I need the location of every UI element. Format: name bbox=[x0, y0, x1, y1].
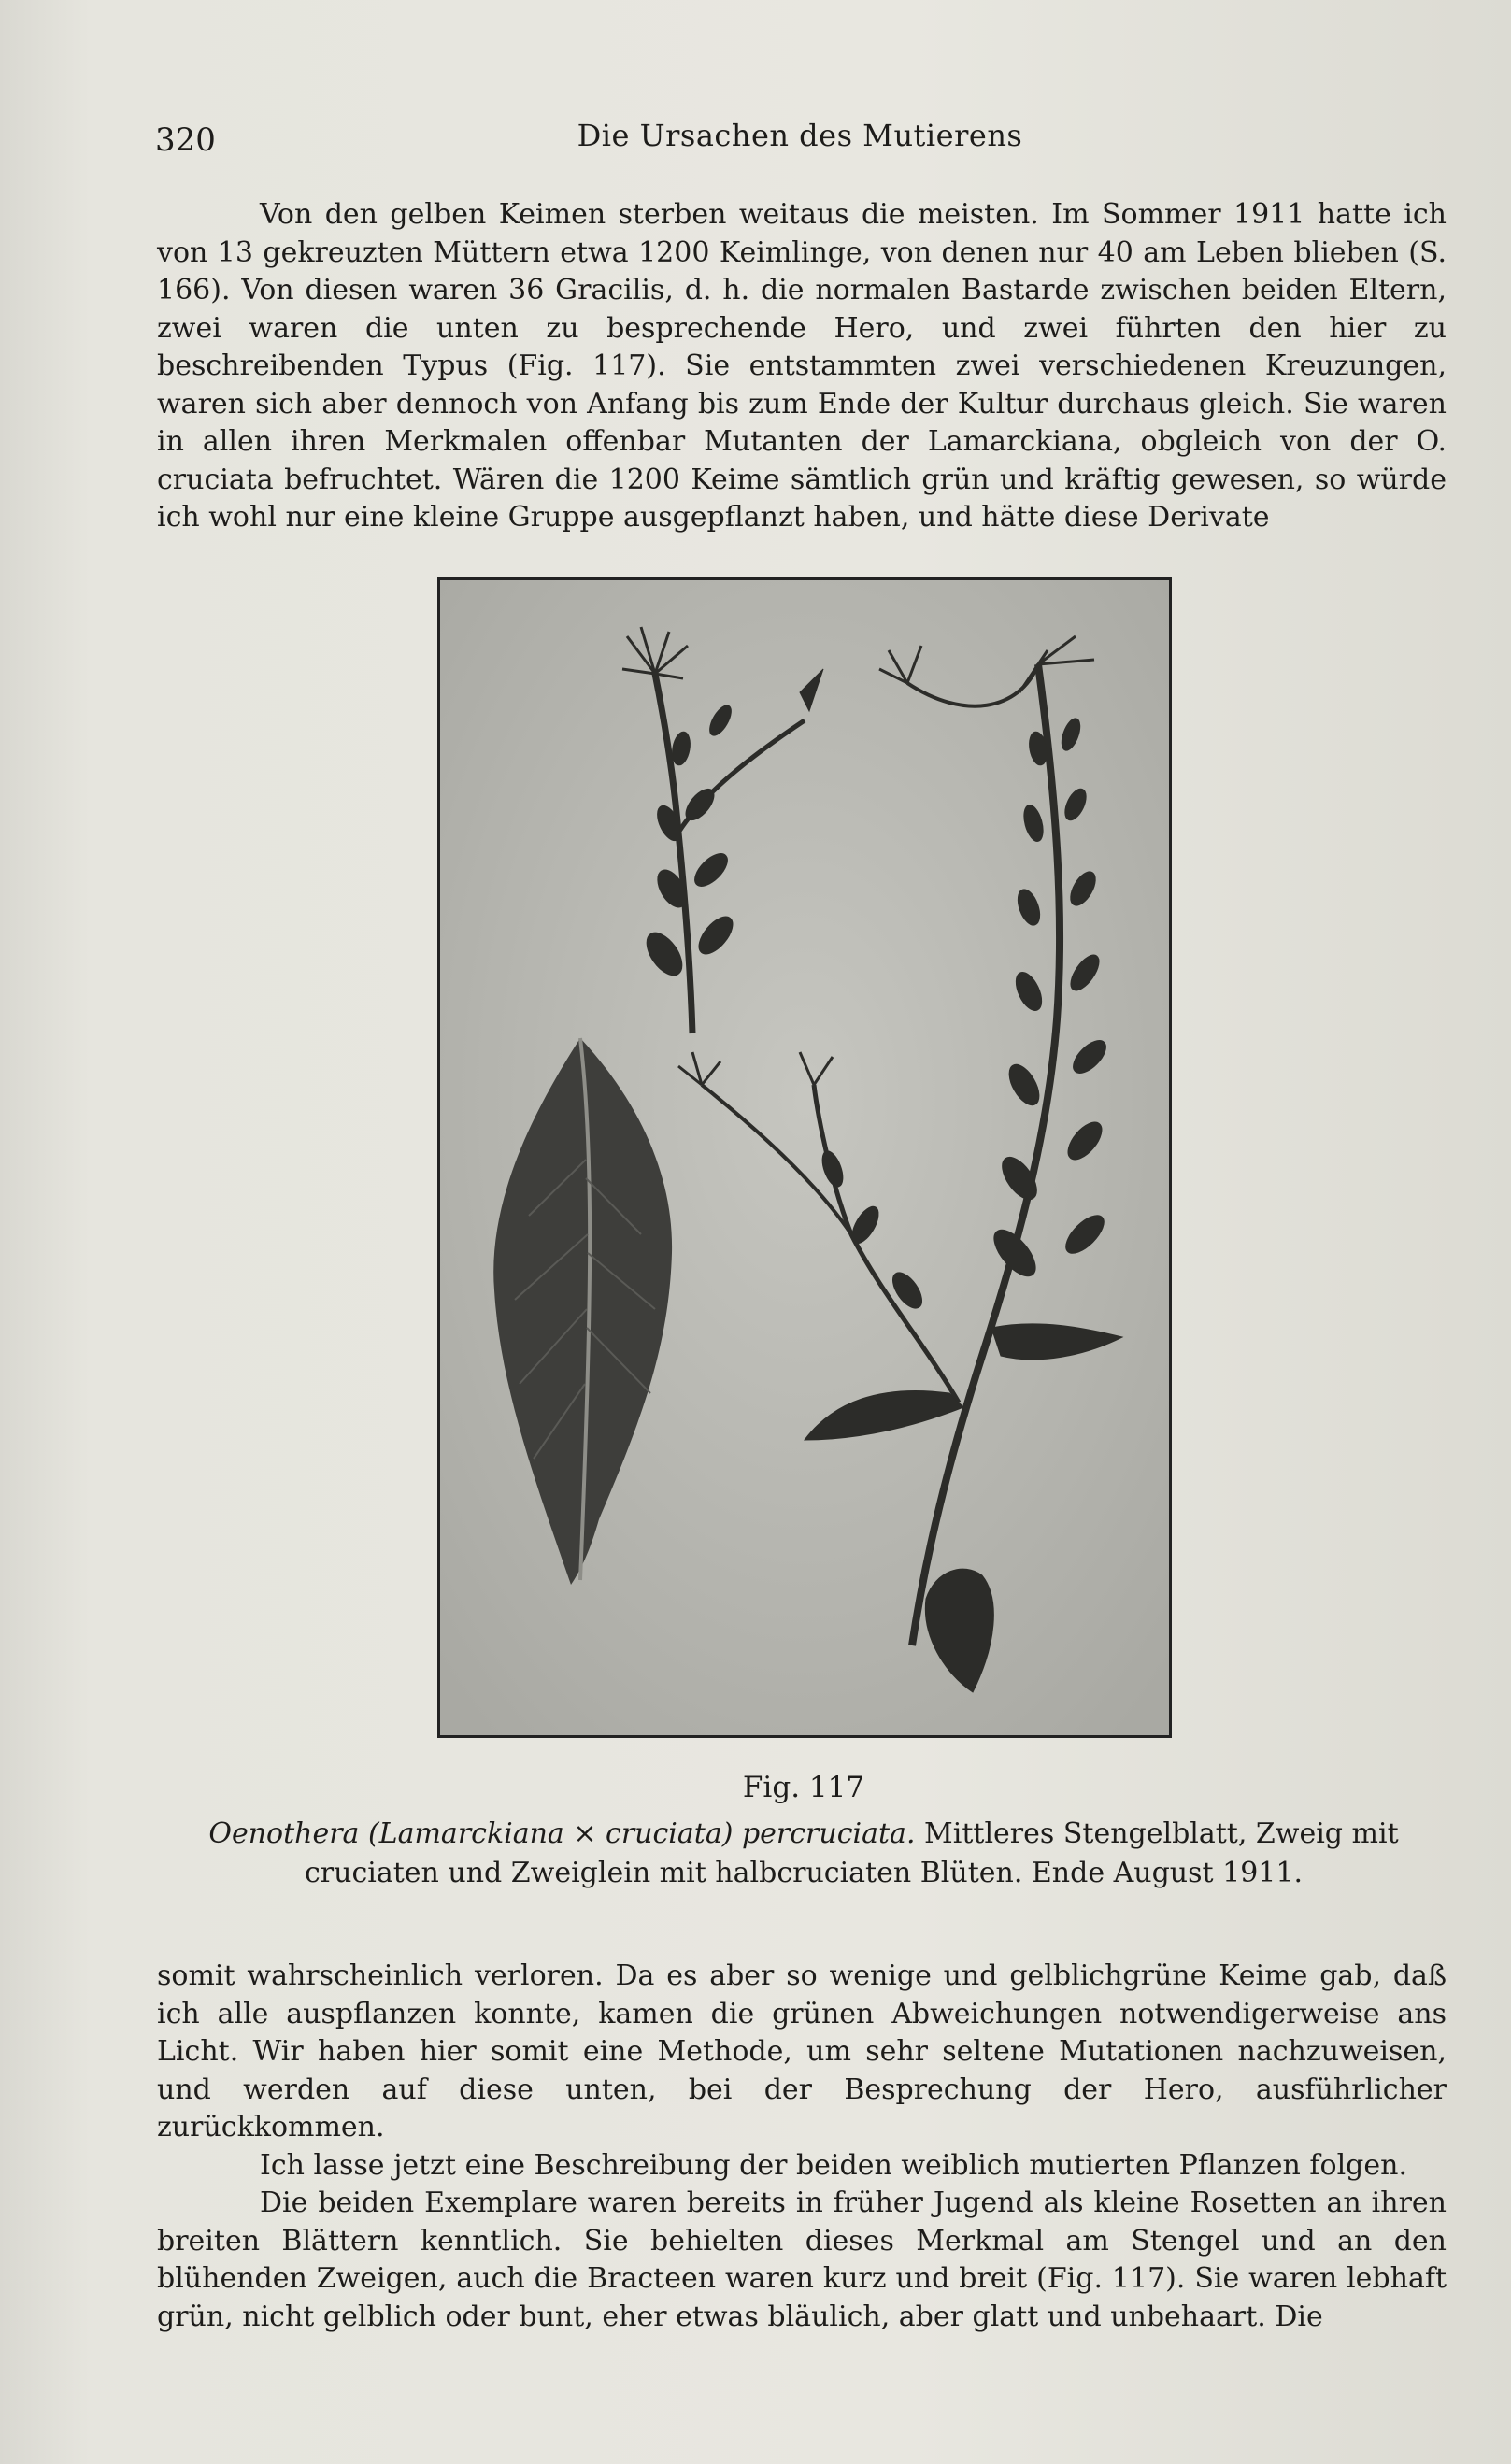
figure-photograph bbox=[437, 577, 1172, 1738]
figure-label: Fig. 117 bbox=[742, 1771, 865, 1804]
page-header bbox=[155, 114, 1445, 161]
paragraph: Die beiden Exemplare waren bereits in früher Jugend als kleine Rosetten an ihren breiten Blättern kenntlich. Sie behielten dieses Merkmal am Stengel und an den blühenden Zweigen, auch die Bracteen waren kurz und breit (Fig. 117). Sie waren lebhaft grün, nicht gelblich oder bunt, eher etwas bläulich, aber glatt und unbehaart. Die bbox=[157, 2186, 1447, 2333]
figure-caption-species: Oenothera (Lamarckiana × cruciata) percruciata. bbox=[208, 1817, 916, 1850]
figure-caption-text: Mittleres Stengelblatt, Zweig mit cruciaten und Zweiglein mit halbcruciaten Blüten. Ende August 1911. bbox=[305, 1817, 1399, 1889]
page-number: 320 bbox=[155, 121, 216, 159]
figure-caption bbox=[178, 1815, 1430, 1893]
running-title: Die Ursachen des Mutierens bbox=[577, 118, 1023, 153]
paragraph: Von den gelben Keimen sterben weitaus die meisten. Im Sommer 1911 hatte ich von 13 gekreuzten Müttern etwa 1200 Keimlinge, von denen nur 40 am Leben blieben (S. 166). Von diesen waren 36 Gracilis, d. h. die normalen Bastarde zwischen beiden Eltern, zwei waren die unten zu besprechende Hero, und zwei führten den hier zu beschreibenden Typus (Fig. 117). Sie entstammten zwei verschiedenen Kreuzungen, waren sich aber dennoch von Anfang bis zum Ende der Kultur durchaus gleich. Sie waren in allen ihren Merkmalen offenbar Mutanten der Lamarckiana, obgleich von der O. cruciata befruchtet. Wären die 1200 Keime sämtlich grün und kräftig gewesen, so würde ich wohl nur eine kleine Gruppe ausgepflanzt haben, und hätte diese Derivate bbox=[157, 198, 1447, 534]
paragraph: Ich lasse jetzt eine Beschreibung der beiden weiblich mutierten Pflanzen folgen. bbox=[260, 2148, 1407, 2182]
body-text-bottom bbox=[157, 1958, 1447, 2336]
paragraph: somit wahrscheinlich verloren. Da es aber so wenige und gelblichgrüne Keime gab, daß ich alle auspflanzen konnte, kamen die grünen Abweichungen notwendigerweise ans Licht. Wir haben hier somit eine Methode, um sehr seltene Mutationen nachzuweisen, und werden auf diese unten, bei der Besprechung der Hero, ausführlicher zurückkommen. bbox=[157, 1959, 1447, 2144]
plant-photo-illustration bbox=[440, 580, 1169, 1735]
body-text-top bbox=[157, 196, 1447, 537]
